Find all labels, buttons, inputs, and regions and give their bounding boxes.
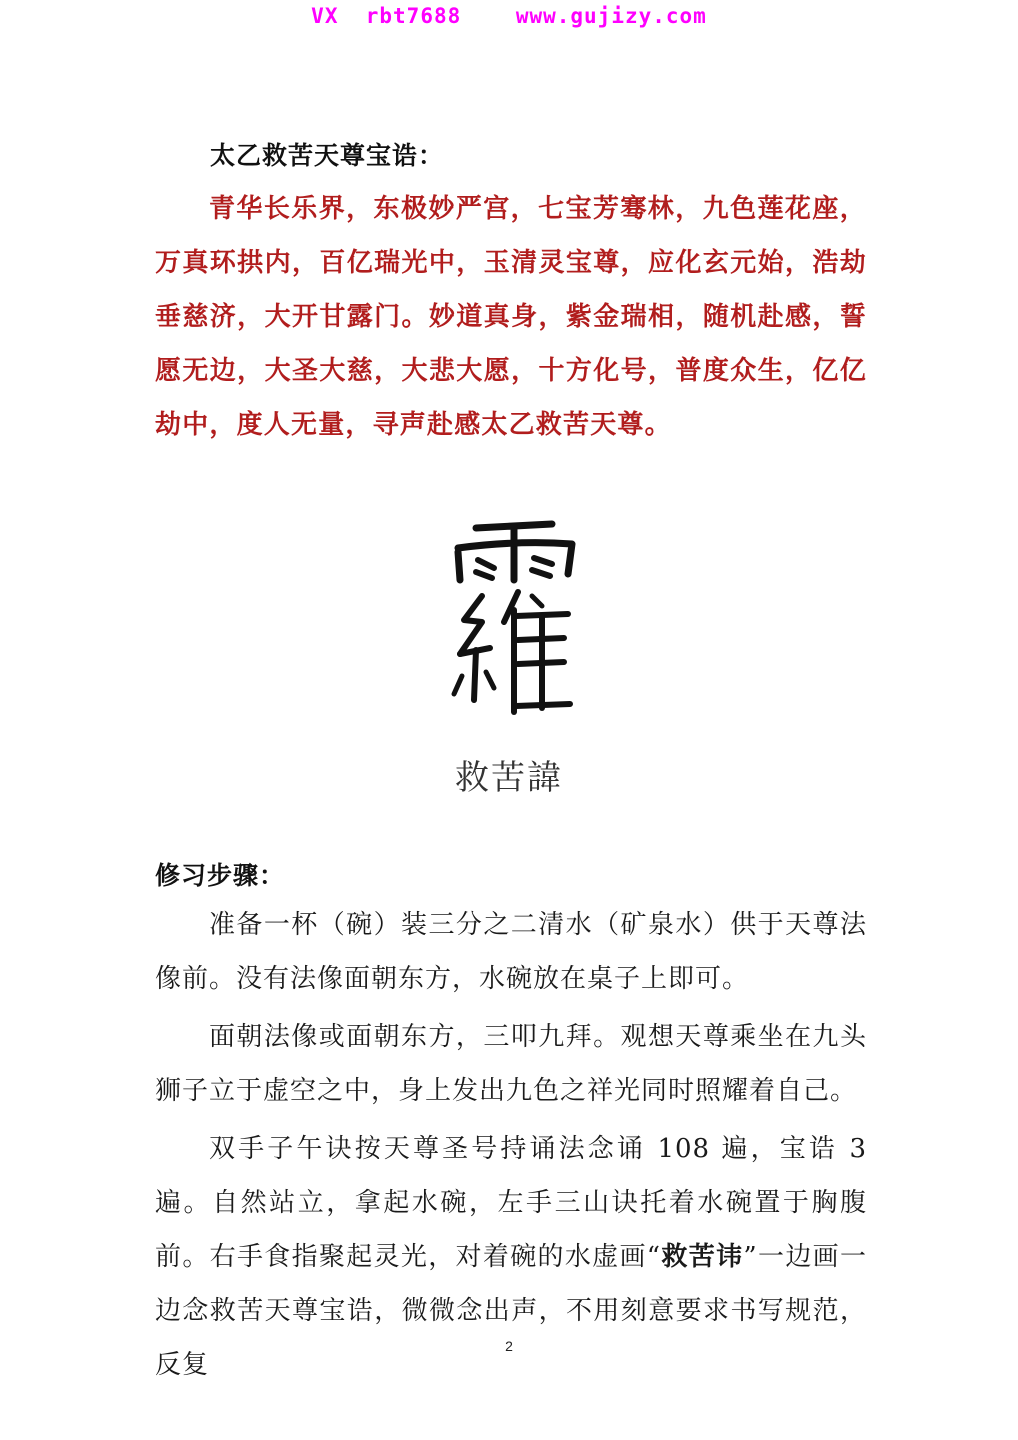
- invocation-text: 青华长乐界，东极妙严宫，七宝芳骞林，九色莲花座，万真环拱内，百亿瑞光中，玉清灵宝尊，应化玄元始，浩劫垂慈济，大开甘露门。妙道真身，紫金瑞相，随机赴感，誓愿无边，大圣大慈，大悲大愿，十方化号，普度众生，亿亿劫中，度人无量，寻声赴感太乙救苦天尊。: [155, 194, 867, 440]
- steps-body: [155, 898, 867, 1392]
- step-paragraph-2: 面朝法像或面朝东方，三叩九拜。观想天尊乘坐在九头狮子立于虚空之中，身上发出九色之祥光同时照耀着自己。: [155, 1022, 867, 1106]
- steps-heading: 修习步骤：: [155, 861, 286, 890]
- invocation-heading: 太乙救苦天尊宝诰：: [210, 141, 445, 170]
- step-paragraph-1: 准备一杯（碗）装三分之二清水（矿泉水）供于天尊法像前。没有法像面朝东方，水碗放在桌子上即可。: [155, 910, 867, 994]
- watermark-text: VX rbt7688 www.gujizy.com: [311, 4, 707, 28]
- talisman-caption: 救苦諱: [455, 758, 563, 798]
- step-paragraph-3-part-2: ”一边画一边念救苦天尊宝诰，微微念出声，不用刻意要求书写规范，反复: [155, 1242, 867, 1380]
- step-paragraph-3-part-1: 双手子午诀按天尊圣号持诵法念诵 108 遍，宝诰 3 遍。自然站立，拿起水碗，左手三山诀托着水碗置于胸腹前。右手食指聚起灵光，对着碗的水虚画“: [155, 1134, 867, 1272]
- talisman-glyph: [448, 518, 578, 718]
- bold-term-jiukuhui: 救苦讳: [661, 1242, 744, 1272]
- page-number: 2: [505, 1338, 513, 1354]
